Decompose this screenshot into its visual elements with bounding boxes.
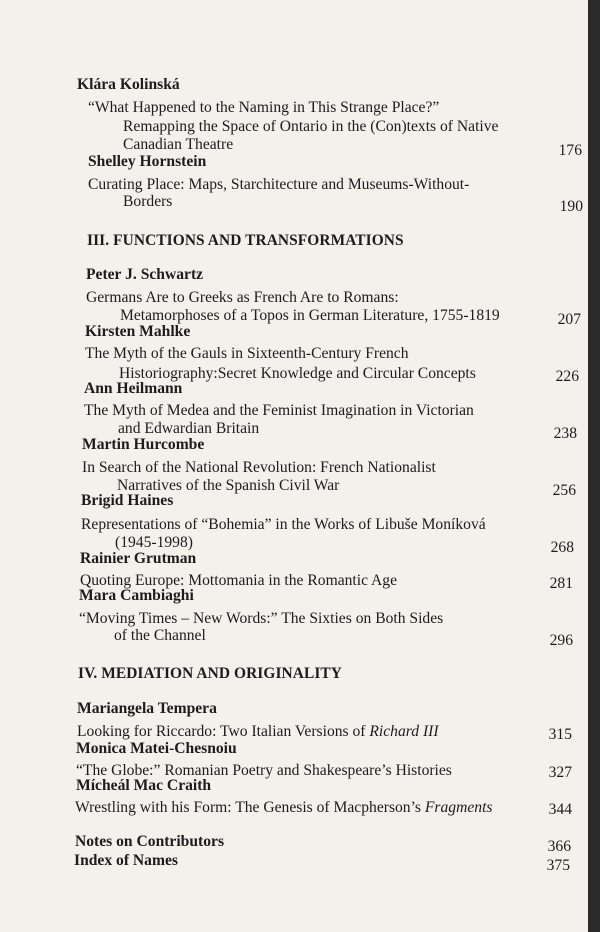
page-number: 268 <box>550 539 574 556</box>
entry-title-line: Germans Are to Greeks as French Are to Romans: <box>86 289 399 306</box>
page-number: 176 <box>558 142 582 159</box>
entry-title-line: “What Happened to the Naming in This Strange Place?” <box>88 99 440 116</box>
page-number: 256 <box>552 482 576 499</box>
author-name: Peter J. Schwartz <box>86 266 204 283</box>
entry-title-line: Quoting Europe: Mottomania in the Romantic Age <box>80 572 398 589</box>
entry-title-line: Canadian Theatre <box>123 136 234 153</box>
entry-title-line: Wrestling with his Form: The Genesis of Macpherson’s Fragments <box>75 799 493 816</box>
page-number: 327 <box>548 764 572 781</box>
page-number: 281 <box>549 575 573 592</box>
author-name: Martin Hurcombe <box>82 436 205 453</box>
author-name: Ann Heilmann <box>84 380 183 397</box>
entry-title-line: In Search of the National Revolution: French Nationalist <box>82 459 436 476</box>
page-number: 375 <box>546 857 570 874</box>
page-number: 296 <box>549 632 573 649</box>
section-heading: IV. MEDIATION AND ORIGINALITY <box>78 665 343 682</box>
back-matter-label: Notes on Contributors <box>75 833 225 850</box>
entry-title-line: (1945-1998) <box>115 534 193 551</box>
entry-title-line: of the Channel <box>114 627 206 644</box>
entry-title-line: Metamorphoses of a Topos in German Literature, 1755-1819 <box>120 307 500 324</box>
entry-title-line: Representations of “Bohemia” in the Works of Libuše Moníková <box>81 516 486 533</box>
page-number: 344 <box>548 801 572 818</box>
entry-title-line: The Myth of the Gauls in Sixteenth-Century French <box>85 345 409 362</box>
entry-title-line: Borders <box>123 193 173 210</box>
page-number: 207 <box>557 311 581 328</box>
author-name: Brigid Haines <box>81 492 174 509</box>
page-number: 315 <box>548 726 572 743</box>
section-heading: III. FUNCTIONS AND TRANSFORMATIONS <box>87 232 404 249</box>
entry-title-line: Curating Place: Maps, Starchitecture and Museums-Without- <box>88 176 470 193</box>
author-name: Mara Cambiaghi <box>79 587 194 604</box>
author-name: Monica Matei-Chesnoiu <box>76 740 237 757</box>
entry-title-line: Narratives of the Spanish Civil War <box>117 477 340 494</box>
author-name: Klára Kolinská <box>77 76 180 93</box>
entry-title-line: “Moving Times – New Words:” The Sixties on Both Sides <box>79 610 444 627</box>
entry-title-line: and Edwardian Britain <box>118 420 260 437</box>
entry-title-line: Remapping the Space of Ontario in the (Con)texts of Native <box>123 118 499 135</box>
page-number: 190 <box>559 198 583 215</box>
author-name: Rainier Grutman <box>80 550 197 567</box>
entry-title-line: Historiography:Secret Knowledge and Circular Concepts <box>119 365 476 382</box>
author-name: Kirsten Mahlke <box>85 323 191 340</box>
page-number: 366 <box>547 838 571 855</box>
author-name: Shelley Hornstein <box>88 153 207 170</box>
back-matter-label: Index of Names <box>74 852 178 869</box>
author-name: Mariangela Tempera <box>77 700 217 717</box>
italic-title: Fragments <box>424 799 493 816</box>
entry-title-line: Looking for Riccardo: Two Italian Versions of Richard III <box>77 723 439 740</box>
author-name: Mícheál Mac Craith <box>76 777 212 794</box>
italic-title: Richard III <box>369 723 439 740</box>
entry-title-line: “The Globe:” Romanian Poetry and Shakespeare’s Histories <box>76 762 452 779</box>
entry-title-line: The Myth of Medea and the Feminist Imagination in Victorian <box>84 402 474 419</box>
page-number: 226 <box>555 368 579 385</box>
page-number: 238 <box>553 425 577 442</box>
